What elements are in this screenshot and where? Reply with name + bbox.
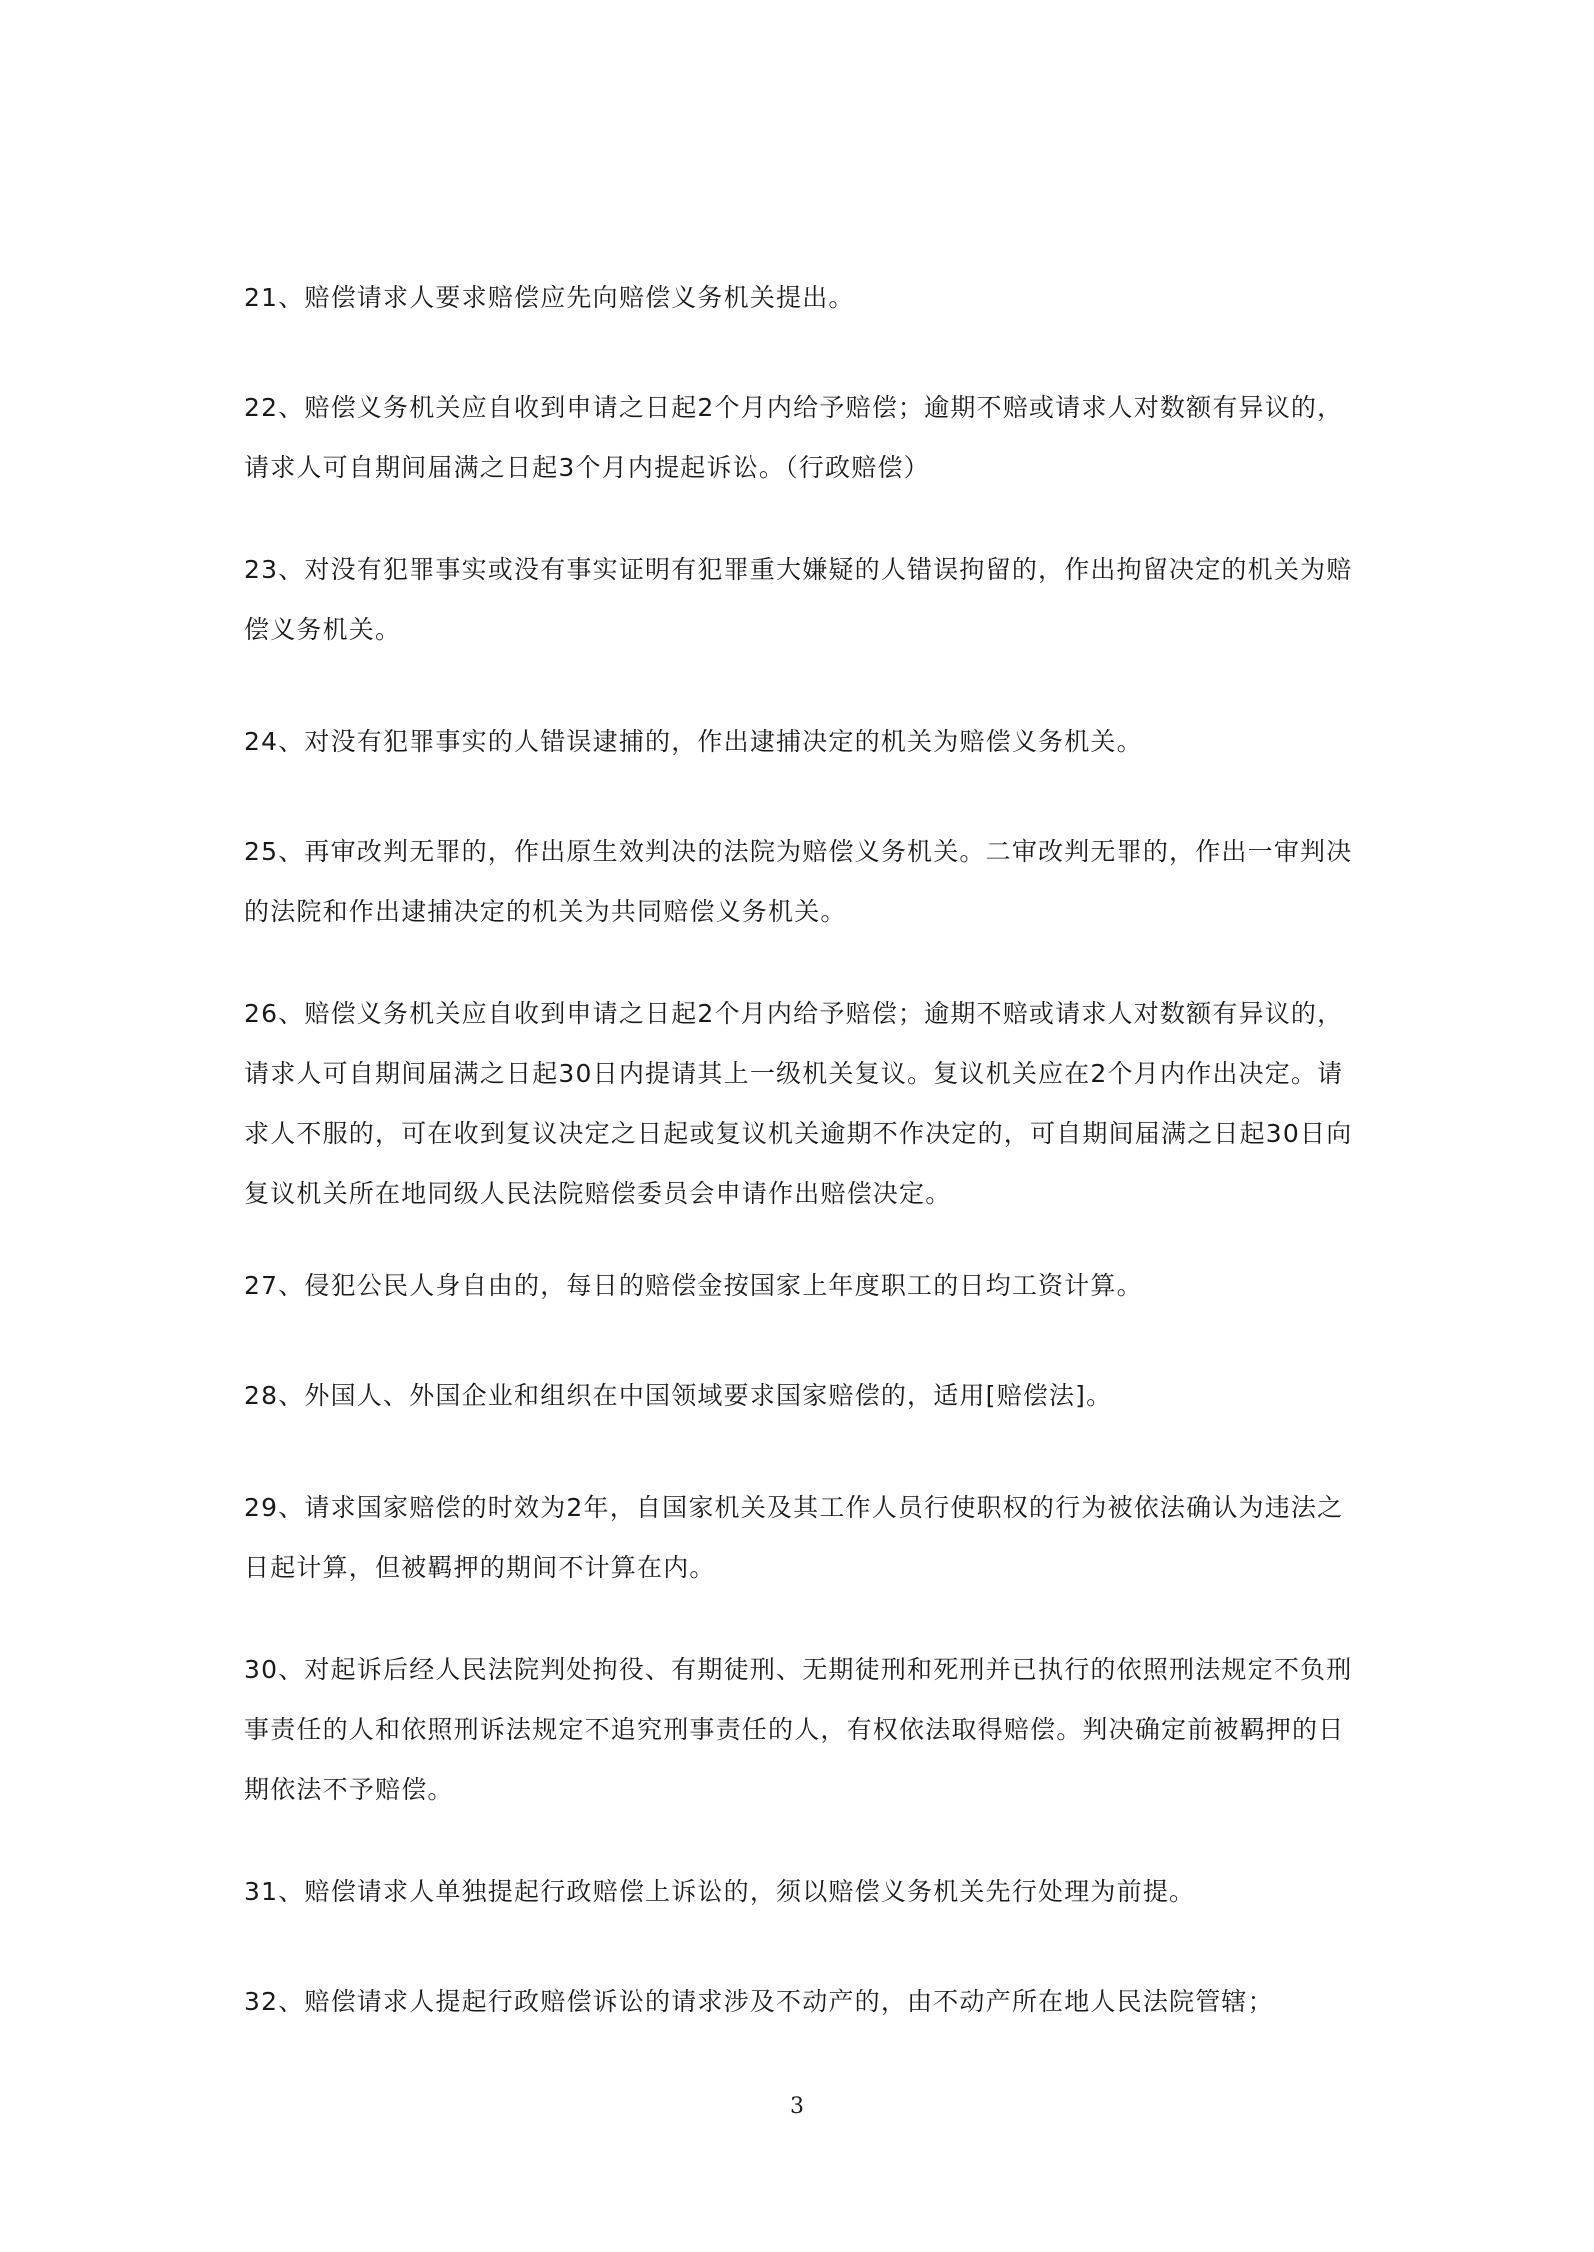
paragraph-32: 32、赔偿请求人提起行政赔偿诉讼的请求涉及不动产的，由不动产所在地人民法院管辖； bbox=[244, 1987, 1274, 2016]
page-number: 3 bbox=[790, 2094, 804, 2119]
paragraph-24: 24、对没有犯罪事实的人错误逮捕的，作出逮捕决定的机关为赔偿义务机关。 bbox=[244, 727, 1143, 756]
paragraph-23: 23、对没有犯罪事实或没有事实证明有犯罪重大嫌疑的人错误拘留的，作出拘留决定的机关为赔偿义务机关。 bbox=[244, 555, 1353, 644]
paragraph-21: 21、赔偿请求人要求赔偿应先向赔偿义务机关提出。 bbox=[244, 283, 855, 312]
paragraph-30: 30、对起诉后经人民法院判处拘役、有期徒刑、无期徒刑和死刑并已执行的依照刑法规定不负刑事责任的人和依照刑诉法规定不追究刑事责任的人，有权依法取得赔偿。判决确定前被羁押的日期依法不予赔偿。 bbox=[244, 1655, 1353, 1804]
paragraph-25: 25、再审改判无罪的，作出原生效判决的法院为赔偿义务机关。二审改判无罪的，作出一审判决的法院和作出逮捕决定的机关为共同赔偿义务机关。 bbox=[244, 837, 1353, 926]
paragraph-29: 29、请求国家赔偿的时效为2年，自国家机关及其工作人员行使职权的行为被依法确认为违法之日起计算，但被羁押的期间不计算在内。 bbox=[244, 1493, 1344, 1582]
paragraph-26: 26、赔偿义务机关应自收到申请之日起2个月内给予赔偿；逾期不赔或请求人对数额有异议的，请求人可自期间届满之日起30日内提请其上一级机关复议。复议机关应在2个月内作出决定。请求人不服的，可在收到复议决定之日起或复议机关逾期不作决定的，可自期间届满之日起30日向复议机关所在地同级人民法院赔偿委员会申请作出赔偿决定。 bbox=[244, 999, 1353, 1208]
paragraph-22: 22、赔偿义务机关应自收到申请之日起2个月内给予赔偿；逾期不赔或请求人对数额有异议的，请求人可自期间届满之日起3个月内提起诉讼。（行政赔偿） bbox=[244, 393, 1344, 482]
paragraph-31: 31、赔偿请求人单独提起行政赔偿上诉讼的，须以赔偿义务机关先行处理为前提。 bbox=[244, 1877, 1196, 1906]
paragraph-28: 28、外国人、外国企业和组织在中国领域要求国家赔偿的，适用[赔偿法]。 bbox=[244, 1381, 1113, 1410]
paragraph-27: 27、侵犯公民人身自由的，每日的赔偿金按国家上年度职工的日均工资计算。 bbox=[244, 1271, 1143, 1300]
